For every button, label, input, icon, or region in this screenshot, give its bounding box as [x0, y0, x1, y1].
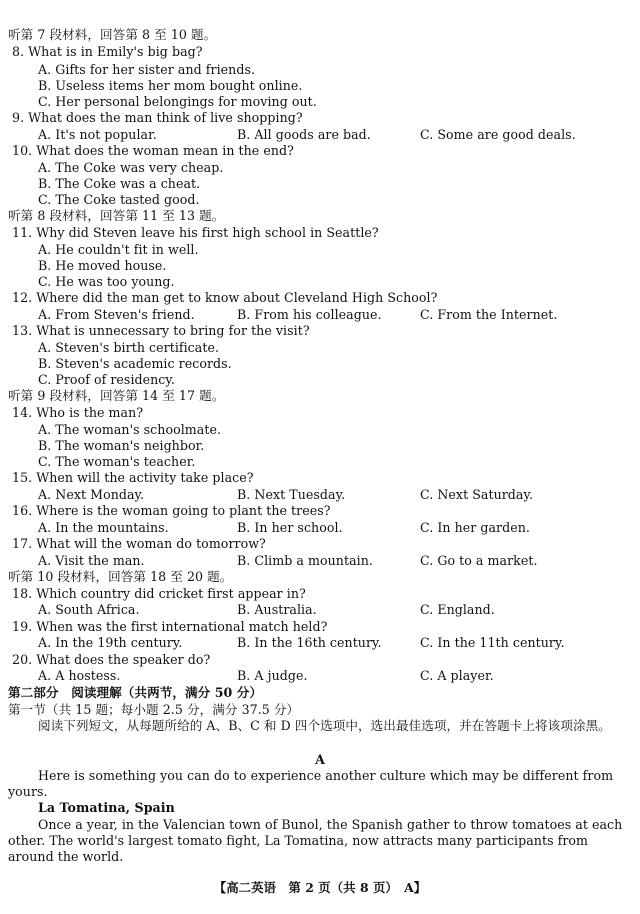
section-instruction: 听第 9 段材料，回答第 14 至 17 题。 [8, 388, 225, 403]
option-11a: A. He couldn't fit in well. [38, 242, 199, 257]
option-16a: A. In the mountains. [38, 520, 169, 535]
option-18b: B. Australia. [237, 602, 317, 617]
option-15a: A. Next Monday. [38, 487, 145, 502]
option-10b: B. The Coke was a cheat. [38, 176, 201, 191]
option-15b: B. Next Tuesday. [237, 487, 346, 502]
option-19b: B. In the 16th century. [237, 635, 382, 650]
option-14a: A. The woman's schoolmate. [38, 422, 222, 437]
option-19c: C. In the 11th century. [420, 635, 565, 650]
option-11b: B. He moved house. [38, 258, 167, 273]
option-17c: C. Go to a market. [420, 553, 538, 568]
section-one-heading: 第一节（共 15 题；每小题 2.5 分，满分 37.5 分） [8, 702, 300, 717]
option-20b: B. A judge. [237, 668, 308, 683]
section-instruction: 听第 10 段材料，回答第 18 至 20 题。 [8, 569, 233, 584]
option-9c: C. Some are good deals. [420, 127, 576, 142]
option-13a: A. Steven's birth certificate. [38, 340, 220, 355]
page-footer: 【高二英语 第 2 页（共 8 页） A】 [213, 880, 427, 895]
option-9b: B. All goods are bad. [237, 127, 371, 142]
passage-paragraph: Once a year, in the Valencian town of Bunol, the Spanish gather to throw tomatoes at each other. The world's largest tomato fight, La Tomatina, now attracts many participants from around the world. [8, 817, 623, 864]
option-16b: B. In her school. [237, 520, 343, 535]
option-10a: A. The Coke was very cheap. [38, 160, 224, 175]
option-19a: A. In the 19th century. [38, 635, 183, 650]
question-9: 9. What does the man think of live shopping? [12, 110, 303, 125]
question-17: 17. What will the woman do tomorrow? [12, 536, 266, 551]
option-18c: C. England. [420, 602, 495, 617]
option-16c: C. In her garden. [420, 520, 530, 535]
option-8a: A. Gifts for her sister and friends. [38, 62, 256, 77]
question-11: 11. Why did Steven leave his first high school in Seattle? [12, 225, 379, 240]
question-10: 10. What does the woman mean in the end? [12, 143, 294, 158]
question-18: 18. Which country did cricket first appear in? [12, 586, 306, 601]
question-16: 16. Where is the woman going to plant the trees? [12, 503, 331, 518]
option-14b: B. The woman's neighbor. [38, 438, 205, 453]
option-11c: C. He was too young. [38, 274, 175, 289]
passage-label: A [315, 752, 325, 767]
question-8: 8. What is in Emily's big bag? [12, 44, 203, 59]
option-13b: B. Steven's academic records. [38, 356, 232, 371]
option-17a: A. Visit the man. [38, 553, 145, 568]
question-15: 15. When will the activity take place? [12, 470, 254, 485]
option-12a: A. From Steven's friend. [38, 307, 195, 322]
question-12: 12. Where did the man get to know about Cleveland High School? [12, 290, 438, 305]
part-two-heading: 第二部分 阅读理解（共两节，满分 50 分） [8, 685, 263, 700]
option-18a: A. South Africa. [38, 602, 140, 617]
option-9a: A. It's not popular. [38, 127, 157, 142]
option-20a: A. A hostess. [38, 668, 121, 683]
option-17b: B. Climb a mountain. [237, 553, 373, 568]
passage-intro: Here is something you can do to experience another culture which may be different from yours. [8, 768, 614, 799]
question-19: 19. When was the first international match held? [12, 619, 328, 634]
option-8b: B. Useless items her mom bought online. [38, 78, 303, 93]
question-14: 14. Who is the man? [12, 405, 144, 420]
question-20: 20. What does the speaker do? [12, 652, 211, 667]
section-instruction: 听第 7 段材料，回答第 8 至 10 题。 [8, 27, 217, 42]
option-20c: C. A player. [420, 668, 494, 683]
section-instruction: 听第 8 段材料，回答第 11 至 13 题。 [8, 208, 225, 223]
option-12b: B. From his colleague. [237, 307, 382, 322]
question-13: 13. What is unnecessary to bring for the visit? [12, 323, 310, 338]
reading-directions: 阅读下列短文，从每题所给的 A、B、C 和 D 四个选项中，选出最佳选项，并在答题卡上将该项涂黑。 [38, 718, 611, 733]
option-8c: C. Her personal belongings for moving out. [38, 94, 317, 109]
option-15c: C. Next Saturday. [420, 487, 534, 502]
option-13c: C. Proof of residency. [38, 372, 175, 387]
option-12c: C. From the Internet. [420, 307, 558, 322]
option-10c: C. The Coke tasted good. [38, 192, 200, 207]
passage-subheading: La Tomatina, Spain [38, 800, 175, 815]
option-14c: C. The woman's teacher. [38, 454, 196, 469]
